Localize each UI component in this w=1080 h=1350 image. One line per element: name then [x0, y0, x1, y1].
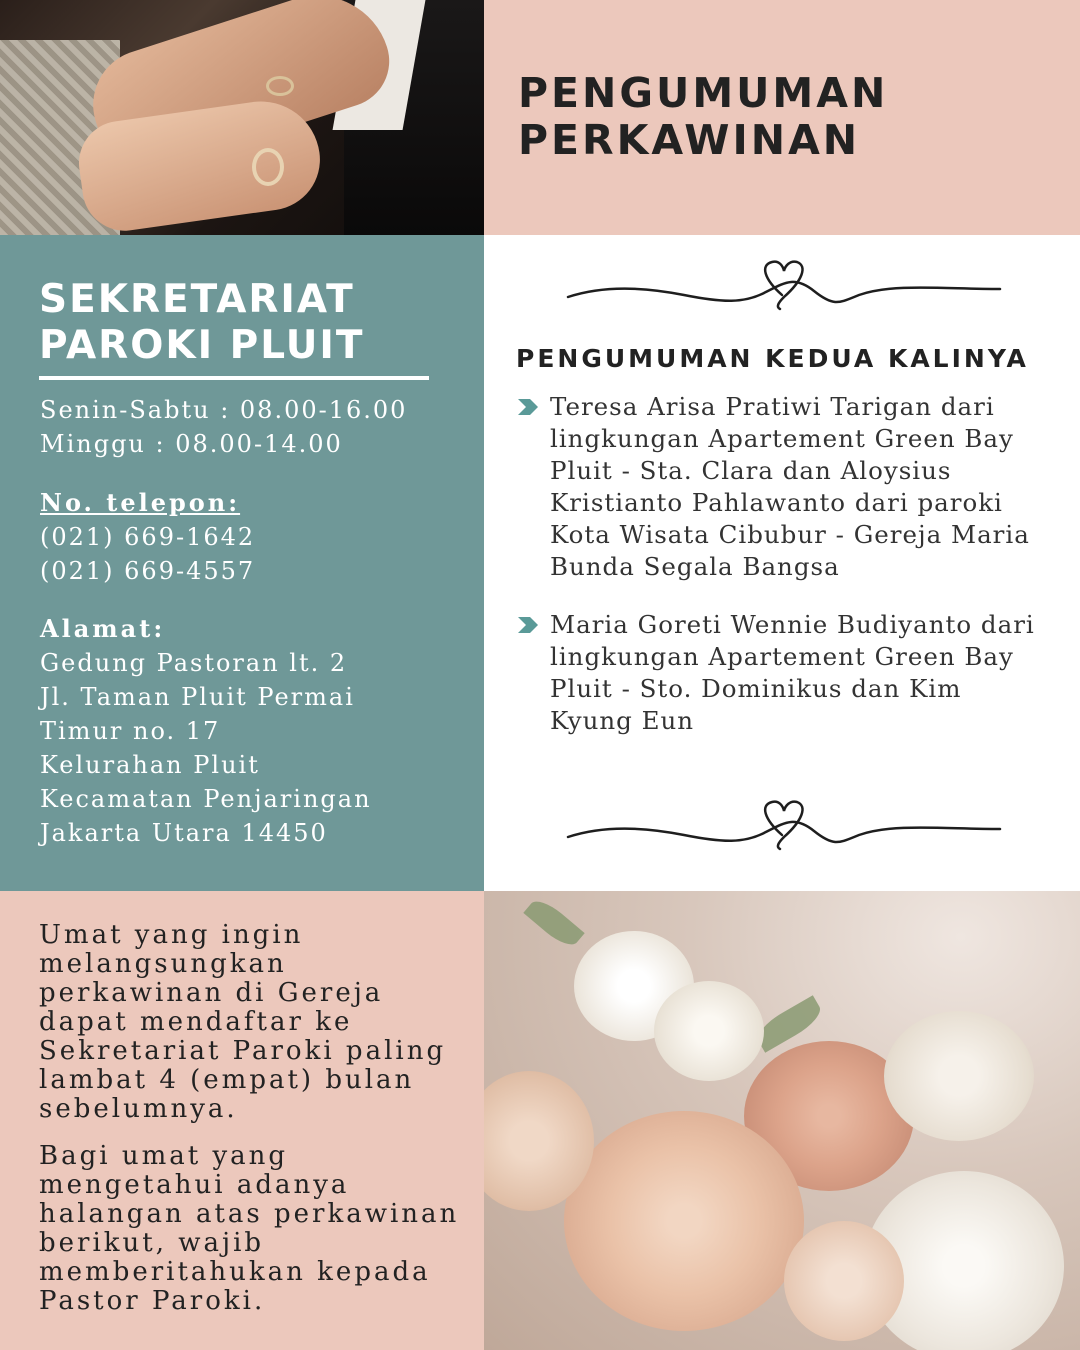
heart-swirl-divider-icon	[564, 797, 1004, 857]
office-hours-sunday: Minggu : 08.00-14.00	[40, 430, 343, 458]
announcement-text: Teresa Arisa Pratiwi Tarigan dari lingkungan Apartement Green Bay Pluit - Sta. Clara dan Aloysius Kristianto Pahlawanto dari paroki Kota Wisata Cibubur - Gereja Maria Bunda Segala Bangsa	[550, 392, 1030, 581]
announcement-heading: PENGUMUMAN KEDUA KALINYA	[516, 344, 1029, 373]
phone-number-2: (021) 669-4557	[40, 557, 256, 585]
secretariat-info-panel	[0, 235, 484, 891]
address-line: Kecamatan Penjaringan	[40, 785, 372, 813]
chevron-arrow-icon	[516, 397, 540, 417]
chevron-arrow-icon	[516, 615, 540, 635]
address-line: Jl. Taman Pluit Permai	[40, 683, 355, 711]
address-label: Alamat:	[40, 614, 166, 643]
announcement-item	[516, 609, 1066, 737]
address-line: Timur no. 17	[40, 717, 221, 745]
announcement-text: Maria Goreti Wennie Budiyanto dari lingkungan Apartement Green Bay Pluit - Sto. Dominikus dan Kim Kyung Eun	[550, 610, 1035, 735]
registration-note: Umat yang ingin melangsungkan perkawinan di Gereja dapat mendaftar ke Sekretariat Paroki paling lambat 4 (empat) bulan sebelumnya.	[39, 920, 447, 1124]
registration-note-panel	[0, 891, 484, 1350]
objection-note: Bagi umat yang mengetahui adanya halangan atas perkawinan berikut, wajib memberitahukan kepada Pastor Paroki.	[39, 1141, 460, 1316]
address-line: Gedung Pastoran lt. 2	[40, 649, 348, 677]
secretariat-title: SEKRETARIAT PAROKI PLUIT	[39, 277, 365, 368]
announcement-item	[516, 391, 1066, 583]
announcement-panel	[484, 235, 1080, 891]
page-title: PENGUMUMAN PERKAWINAN	[518, 69, 889, 164]
title-panel	[484, 0, 1080, 235]
wedding-rings-photo	[0, 0, 484, 235]
flower-bouquet-photo	[484, 891, 1080, 1350]
office-hours-weekday: Senin-Sabtu : 08.00-16.00	[40, 396, 408, 424]
phone-number-1: (021) 669-1642	[40, 523, 256, 551]
title-underline	[39, 376, 429, 380]
heart-swirl-divider-icon	[564, 257, 1004, 317]
address-line: Kelurahan Pluit	[40, 751, 260, 779]
address-line: Jakarta Utara 14450	[40, 819, 328, 847]
phone-label: No. telepon:	[40, 488, 241, 517]
